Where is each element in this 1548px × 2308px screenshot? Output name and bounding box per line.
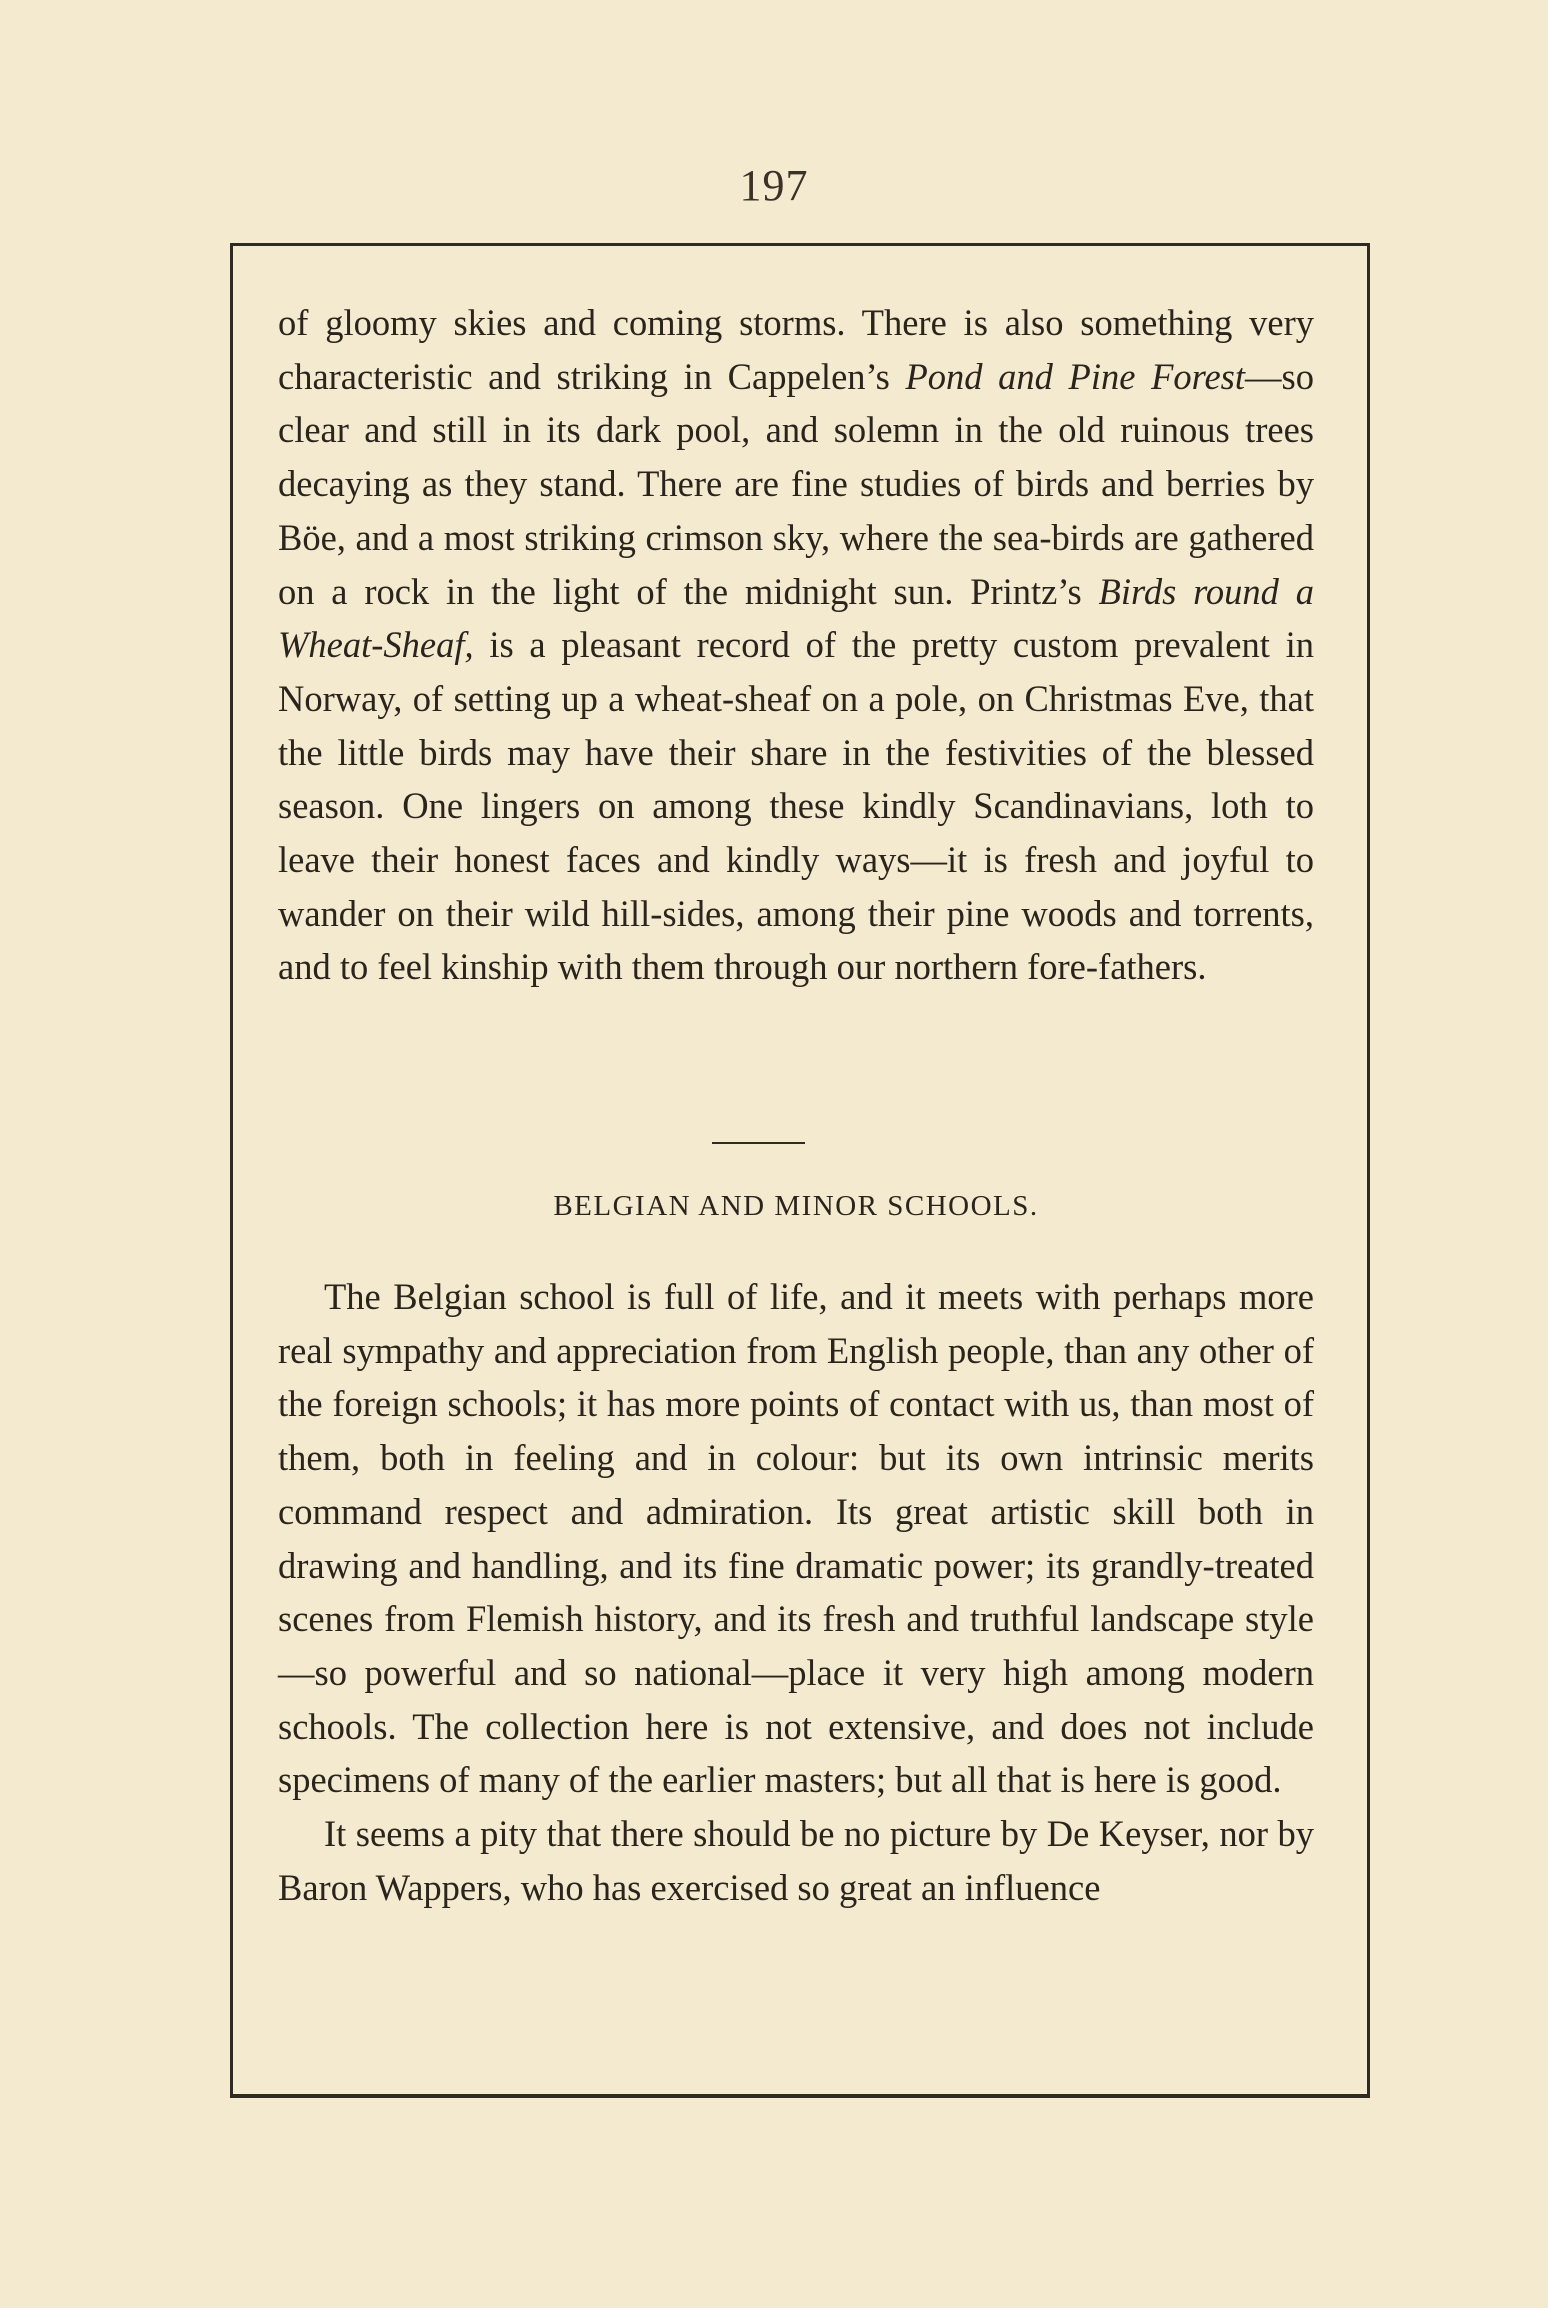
paragraph-norwegian-paintings: [278, 296, 1314, 994]
paragraph-text: is a pleasant record of the pretty custom prevalent in Norway, of setting up a wheat-sheaf on a pole, on Christmas Eve, that the little birds may have their share in the festivities of the blessed season. One lingers on among these kindly Scandinavians, loth to leave their honest faces and kindly ways—it is fresh and joyful to wander on their wild hill-sides, among their pine woods and torrents, and to feel kinship with them through our northern fore-fathers.: [278, 624, 1314, 988]
paragraph-belgian-school: The Belgian school is full of life, and it meets with perhaps more real sympathy and appreciation from English people, than any other of the foreign schools; it has more points of contact with us, than most of them, both in feeling and in colour: but its own intrinsic merits command respect and admiration. Its great artistic skill both in drawing and handling, and its fine dramatic power; its grandly-treated scenes from Flemish history, and its fresh and truthful landscape style—so powerful and so national—place it very high among modern schools. The collection here is not extensive, and does not include specimens of many of the earlier masters; but all that is here is good.: [278, 1276, 1314, 1801]
painting-title-pond-and-pine-forest: Pond and Pine Forest: [905, 355, 1246, 397]
paragraph-text: of gloomy skies and coming storms. There is also something very characteristic and striking in Cappelen’s: [278, 302, 1314, 397]
paragraph-de-keyser-wappers: It seems a pity that there should be no picture by De Keyser, nor by Baron Wappers, who has exercised so great an influence: [278, 1813, 1314, 1908]
section-divider-rule: [712, 1142, 805, 1144]
section-heading: BELGIAN AND MINOR SCHOOLS.: [553, 1190, 1039, 1222]
paragraph-text: —so clear and still in its dark pool, and solemn in the old ruinous trees decaying as they stand. There are fine studies of birds and berries by Böe, and a most striking crimson sky, where the sea-birds are gathered on a rock in the light of the midnight sun. Printz’s: [278, 355, 1314, 612]
continued-paragraph: [278, 296, 1314, 994]
painting-title-birds-round-wheat-sheaf: Birds round a Wheat-Sheaf,: [278, 570, 1314, 666]
section-body: [278, 1270, 1314, 1914]
page-number: 197: [739, 161, 809, 210]
